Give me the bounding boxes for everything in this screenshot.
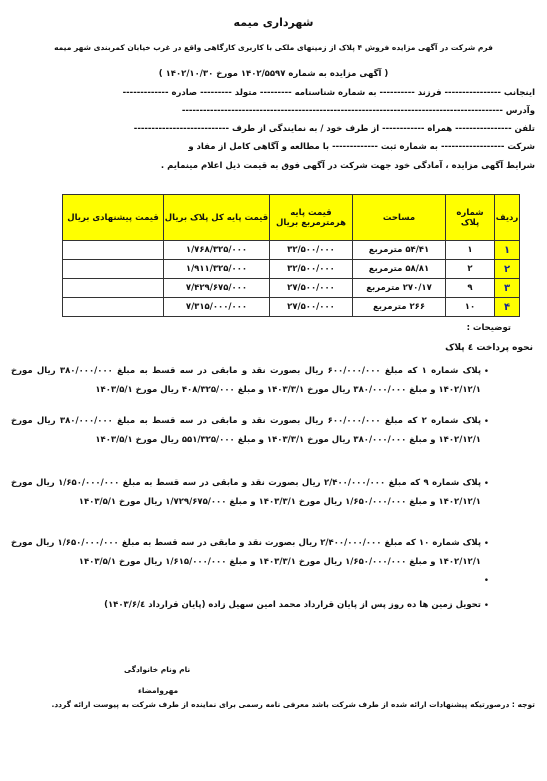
- area-cell: ۲۶۶ مترمربع: [353, 298, 446, 317]
- price-table: [62, 194, 520, 317]
- row-number: ۳: [495, 279, 520, 298]
- offer-price-cell[interactable]: [63, 260, 164, 279]
- header-area: مساحت: [353, 195, 446, 241]
- form-line-company: شرکت ------------------ به شماره ثبت ------------- با مطالعه و آگاهی کامل از مفاد و: [188, 142, 535, 152]
- notes-label: توضیحات :: [466, 323, 511, 333]
- header-row-number: ردیف: [495, 195, 520, 241]
- footer-note: توجه : درصورتیکه پیشنهادات ارائه شده از طرف شرکت باشد معرفی نامه رسمی برای نماینده از طرف شرکت به پیوست ارائه گردد.: [51, 700, 535, 709]
- plak-number: ۱۰: [446, 298, 495, 317]
- form-line-declaration: شرایط آگهی مزایده ، آمادگی خود جهت شرکت در آگهی فوق به قیمت ذیل اعلام مینمایم .: [160, 161, 535, 171]
- area-cell: ۲۷۰/۱۷ مترمربع: [353, 279, 446, 298]
- bullet-icon: •: [483, 539, 489, 549]
- bullet-icon: •: [483, 417, 489, 427]
- plak-number: ۹: [446, 279, 495, 298]
- total-price-cell: ۷/۴۲۹/۶۷۵/۰۰۰: [164, 279, 270, 298]
- payment-item-plak-9: پلاک شماره ۹ که مبلغ ۲/۴۰۰/۰۰۰/۰۰۰ ریال بصورت نقد و مابقی در سه قسط به مبلغ ۱/۶۵۰/۰۰۰/۰۰۰ ریال مورخ ۱۴۰۲/۱۲/۱ و مبلغ ۱/۶۵۰/۰۰۰/۰۰۰ ریال مورخ ۱۴۰۳/۳/۱ و مبلغ ۱/۷۲۹/۶۷۵/۰۰۰ ریال مورخ ۱۴۰۳/۵/۱: [11, 478, 482, 507]
- bullet-icon: •: [483, 601, 489, 611]
- header-unit-price: قیمت پایه هرمترمربع بریال: [270, 195, 353, 241]
- form-line-identity: اینجانب ---------------- فرزند ---------- به شماره شناسنامه --------- متولد --------- صادره -------------: [122, 88, 535, 98]
- total-price-cell: ۱/۷۶۸/۳۲۵/۰۰۰: [164, 241, 270, 260]
- unit-price-cell: ۲۷/۵۰۰/۰۰۰: [270, 298, 353, 317]
- form-line-phone: تلفن ---------------- همراه ------------ از طرف خود / به نمایندگی از طرف ---------------------------: [133, 124, 535, 134]
- table-row: [63, 279, 520, 298]
- unit-price-cell: ۳۲/۵۰۰/۰۰۰: [270, 241, 353, 260]
- total-price-cell: ۷/۳۱۵/۰۰۰/۰۰۰: [164, 298, 270, 317]
- area-cell: ۵۴/۴۱ مترمربع: [353, 241, 446, 260]
- row-number: ۴: [495, 298, 520, 317]
- table-row: [63, 298, 520, 317]
- form-line-address: وآدرس -------------------------------------------------------------------------------------------: [181, 106, 535, 116]
- total-price-cell: ۱/۹۱۱/۳۲۵/۰۰۰: [164, 260, 270, 279]
- plak-number: ۱: [446, 241, 495, 260]
- offer-price-cell[interactable]: [63, 279, 164, 298]
- plak-number: ۲: [446, 260, 495, 279]
- area-cell: ۵۸/۸۱ مترمربع: [353, 260, 446, 279]
- form-subtitle: فرم شرکت در آگهی مزایده فروش ۴ پلاک از زمینهای ملکی با کاربری کارگاهی واقع در غرب خیابان کمربندی شهر میمه: [54, 43, 493, 52]
- unit-price-cell: ۳۲/۵۰۰/۰۰۰: [270, 260, 353, 279]
- table-header-row: [63, 195, 520, 241]
- header-plak-number: شماره پلاک: [446, 195, 495, 241]
- unit-price-cell: ۲۷/۵۰۰/۰۰۰: [270, 279, 353, 298]
- payment-heading: نحوه پرداخت ٤ پلاک: [445, 343, 533, 353]
- offer-price-cell[interactable]: [63, 298, 164, 317]
- table-row: [63, 241, 520, 260]
- bullet-icon: •: [483, 576, 489, 586]
- header-total-price: قیمت پایه کل پلاک بریال: [164, 195, 270, 241]
- payment-item-plak-2: پلاک شماره ۲ که مبلغ ۶۰۰/۰۰۰/۰۰۰ ریال بصورت نقد و مابقی در سه قسط به مبلغ ۳۸۰/۰۰۰/۰۰۰ ریال مورخ ۱۴۰۲/۱۲/۱ و مبلغ ۳۸۰/۰۰۰/۰۰۰ ریال مورخ ۱۴۰۳/۳/۱ و مبلغ ۵۵۱/۳۲۵/۰۰۰ ریال مورخ ۱۴۰۳/۵/۱: [11, 416, 482, 445]
- payment-item-plak-10: پلاک شماره ۱۰ که مبلغ ۲/۴۰۰/۰۰۰/۰۰۰ ریال بصورت نقد و مابقی در سه قسط به مبلغ ۱/۶۵۰/۰۰۰/۰۰۰ ریال مورخ ۱۴۰۲/۱۲/۱ و مبلغ ۱/۶۵۰/۰۰۰/۰۰۰ ریال مورخ ۱۴۰۳/۳/۱ و مبلغ ۱/۶۱۵/۰۰۰/۰۰۰ ریال مورخ ۱۴۰۳/۵/۱: [11, 538, 482, 567]
- land-delivery-note: تحویل زمین ها ده روز پس از پایان قرارداد محمد امین سهیل زاده (پایان قرارداد ۱۴۰۳/۶/٤): [104, 600, 481, 610]
- header-offer-price: قیمت پیشنهادی بریال: [63, 195, 164, 241]
- offer-price-cell[interactable]: [63, 241, 164, 260]
- bullet-icon: •: [483, 367, 489, 377]
- bullet-icon: •: [483, 479, 489, 489]
- table-row: [63, 260, 520, 279]
- row-number: ۱: [495, 241, 520, 260]
- signature-stamp-label: مهروامضاء: [138, 686, 179, 695]
- payment-item-plak-1: پلاک شماره ۱ که مبلغ ۶۰۰/۰۰۰/۰۰۰ ریال بصورت نقد و مابقی در سه قسط به مبلغ ۳۸۰/۰۰۰/۰۰۰ ریال مورخ ۱۴۰۲/۱۲/۱ و مبلغ ۳۸۰/۰۰۰/۰۰۰ ریال مورخ ۱۴۰۳/۳/۱ و مبلغ ۴۰۸/۳۲۵/۰۰۰ ریال مورخ ۱۴۰۳/۵/۱: [11, 366, 482, 395]
- row-number: ۲: [495, 260, 520, 279]
- auction-number: ( آگهی مزایده به شماره ۱۴۰۲/۵۵۹۷ مورخ ۱۴۰۲/۱۰/۳۰ ): [158, 69, 389, 79]
- signature-name-label: نام ونام خانوادگی: [124, 665, 191, 674]
- page-title: شهرداری میمه: [233, 16, 314, 29]
